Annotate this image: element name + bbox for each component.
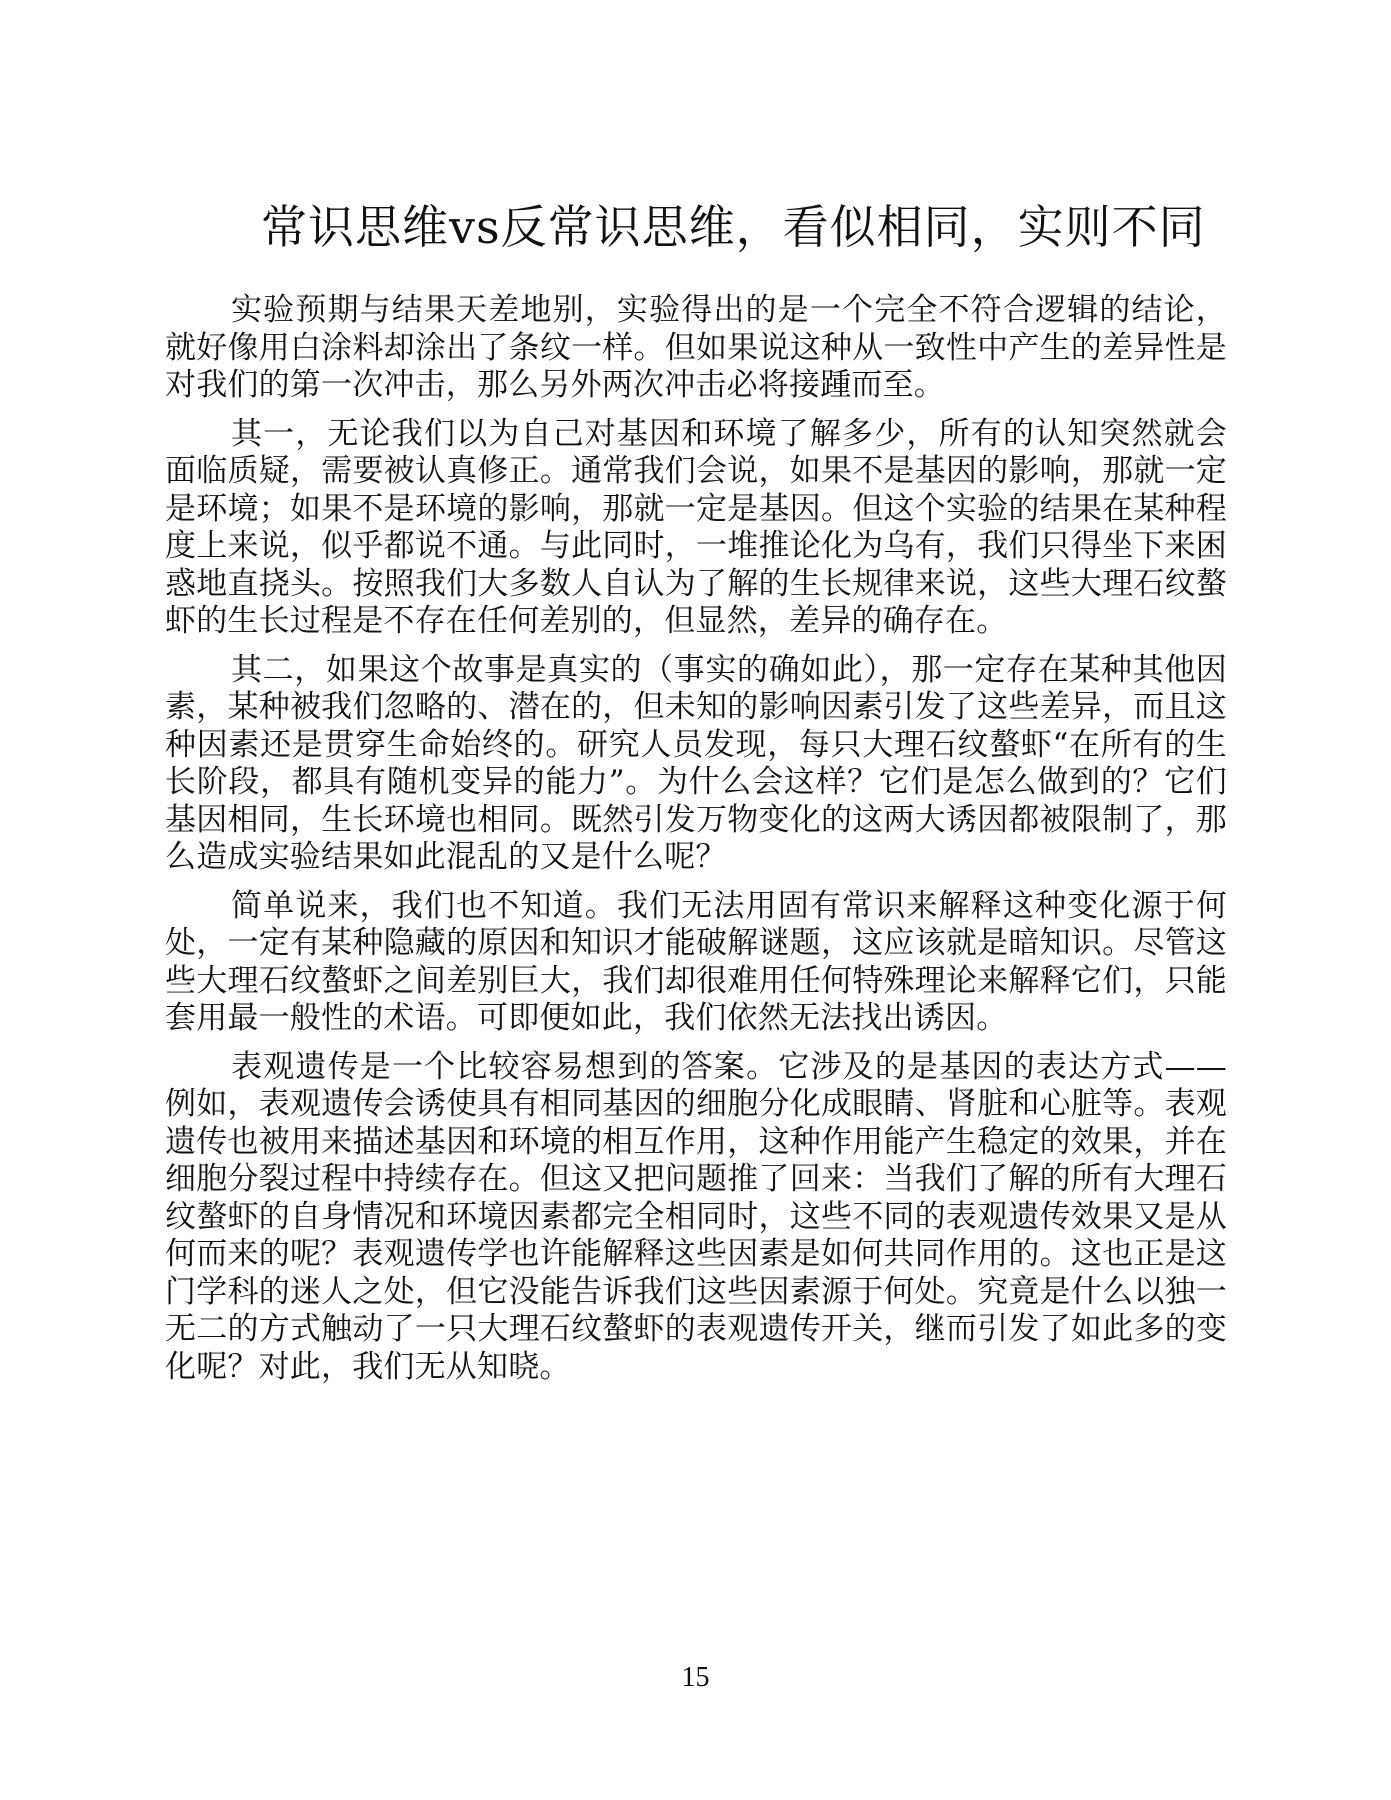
paragraph-5: 表观遗传是一个比较容易想到的答案。它涉及的是基因的表达方式——例如，表观遗传会诱使具有相同基因的细胞分化成眼睛、肾脏和心脏等。表观遗传也被用来描述基因和环境的相互作用，这种作用能产生稳定的效果，并在细胞分裂过程中持续存在。但这又把问题推了回来：当我们了解的所有大理石纹螯虾的自身情况和环境因素都完全相同时，这些不同的表观遗传效果又是从何而来的呢？表观遗传学也许能解释这些因素是如何共同作用的。这也正是这门学科的迷人之处，但它没能告诉我们这些因素源于何处。究竟是什么以独一无二的方式触动了一只大理石纹螯虾的表观遗传开关，继而引发了如此多的变化呢？对此，我们无从知晓。 — [165, 1048, 1227, 1385]
page-number: 15 — [681, 1662, 710, 1693]
body-text — [165, 292, 1227, 1386]
page-title: 常识思维vs反常识思维，看似相同，实则不同 — [261, 200, 1206, 254]
paragraph-3: 其二，如果这个故事是真实的（事实的确如此），那一定存在某种其他因素，某种被我们忽略的、潜在的，但未知的影响因素引发了这些差异，而且这种因素还是贯穿生命始终的。研究人员发现，每只大理石纹螯虾“在所有的生长阶段，都具有随机变异的能力”。为什么会这样？它们是怎么做到的？它们基因相同，生长环境也相同。既然引发万物变化的这两大诱因都被限制了，那么造成实验结果如此混乱的又是什么呢？ — [165, 651, 1227, 875]
paragraph-2: 其一，无论我们以为自己对基因和环境了解多少，所有的认知突然就会面临质疑，需要被认真修正。通常我们会说，如果不是基因的影响，那就一定是环境；如果不是环境的影响，那就一定是基因。但这个实验的结果在某种程度上来说，似乎都说不通。与此同时，一堆推论化为乌有，我们只得坐下来困惑地直挠头。按照我们大多数人自认为了解的生长规律来说，这些大理石纹螯虾的生长过程是不存在任何差别的，但显然，差异的确存在。 — [165, 415, 1227, 639]
paragraph-1: 实验预期与结果天差地别，实验得出的是一个完全不符合逻辑的结论，就好像用白涂料却涂出了条纹一样。但如果说这种从一致性中产生的差异性是对我们的第一次冲击，那么另外两次冲击必将接踵而至。 — [165, 292, 1227, 403]
document-page — [165, 196, 1227, 1397]
paragraph-4: 简单说来，我们也不知道。我们无法用固有常识来解释这种变化源于何处，一定有某种隐藏的原因和知识才能破解谜题，这应该就是暗知识。尽管这些大理石纹螯虾之间差别巨大，我们却很难用任何特殊理论来解释它们，只能套用最一般性的术语。可即便如此，我们依然无法找出诱因。 — [165, 887, 1227, 1036]
